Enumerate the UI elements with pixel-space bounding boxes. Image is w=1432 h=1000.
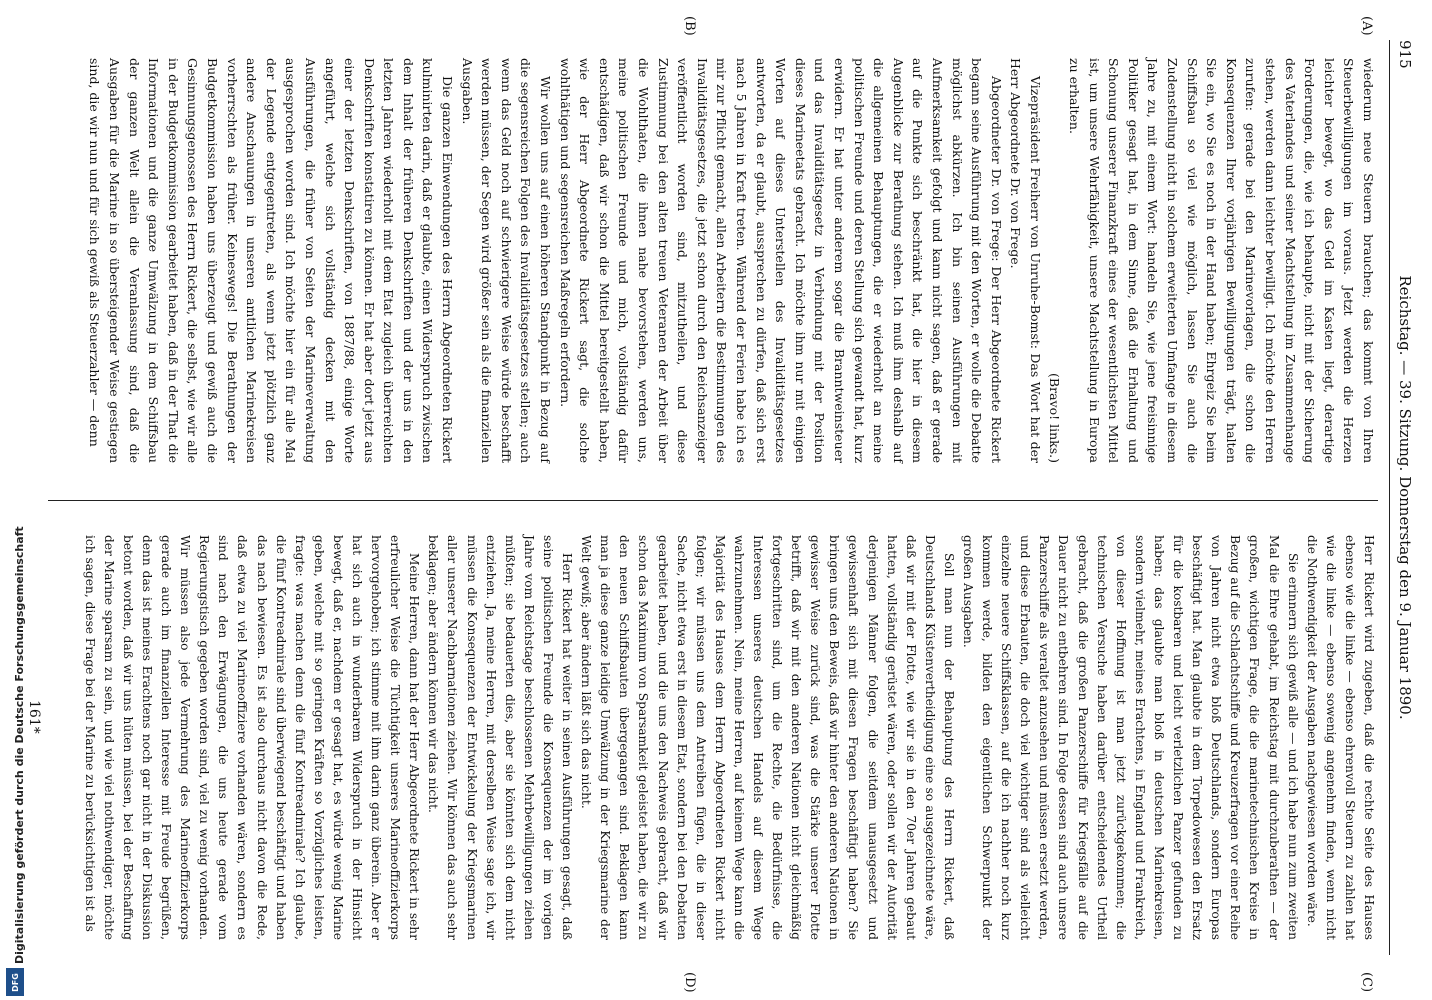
paragraph: Soll man nun der Behauptung des Herrn Rickert, daß Deutschlands Küstenvertheidigung eine so ausgezeichnete wäre, daß wir mit der Flotte, wie wir sie in den 70er Jahren gebaut hatten, vollständig gerüstet wären, oder sollen wir der Autorität derjenigen Männer folgen, die seitdem unausgesetzt und gewissenhaft sich mit diesen Fragen beschäftigt haben? Sie bringen uns den Beweis, daß wir hinter den anderen Nationen in gewisser Weise zurück sind, was die Stärke unserer Flotte betrifft, daß wir mit den anderen Nationen nicht gleichmäßig fortgeschritten sind, um die Rechte, die Bedürfnisse, die Interessen unseres deutschen Handels auf diesem Wege wahrzunehmen. Nein, meine Herren, auf keinem Wege kann die Majorität des Hauses dem Herrn Abgeordneten Rickert nicht folgen; wir müssen uns dem Antreiben fügen, die in dieser Sache, nicht etwa erst in diesem Etat, sondern bei den Debatten gearbeitet haben, und die uns den Nachweis gebracht, daß wir schon das Maximum von Sparsamkeit geleistet haben, die wir zu den neuen Schiffsbauten übergegangen sind. Beklagen kann man ja diese ganze leidige Umwälzung in der Kriegsmarine der Welt gewiß; aber ändern läßt sich das nicht. xyxy=(579,535,956,940)
paragraph: wiederum neue Steuern brauchen; das kommt von Ihren Steuerbewilligungen im voraus. Jetzt werden die Herzen leichter bewegt, wo das Geld im Kasten liegt, derartige Forderungen, die, wie ich behaupte, nicht mit der Sicherung des Vaterlandes und seiner Machtstellung im Zusammenhange stehen, werden dann leichter bewilligt. Ich möchte den Herren zurufen: gerade bei den Marinevorlagen, die schon die Konsequenzen Ihrer vorjährigen Bewilligungen trägt, halten Sie ein, wo Sie es noch in der Hand haben; Ehrgeiz Sie beim Schiffsbau so viel wie möglich, lassen Sie auch die Zudenstellung nicht in solchem erweiterten Umfange in diesem Jahre zu, mit einem Wort: handeln Sie, wie jene freisinnige Politiker gesagt hat, in dem Sinne, daß die Erhaltung und Schonung unserer Finanzkraft eines der wesentlichsten Mittel ist, um unsere Wehrfähigkeit, unsere Machtstellung in Europa zu erhalten. xyxy=(1067,58,1376,463)
signature-mark: 161* xyxy=(26,700,42,734)
paragraph: Die ganzen Einwendungen des Herrn Abgeordneten Rickert kulminirten darin, daß er glaubte, einen Widerspruch zwischen dem Inhalt der früheren Denkschriften und der uns in den letzten Jahren wiederholt mit dem Etat zugleich überreichten Denkschriften konstatiren zu können. Er hat aber dort jetzt aus einer der letzten Denkschriften, von 1887/88, einige Worte angeführt, welche sich vollständig decken mit den Ausführungen, die früher von Seiten der Marineverwaltung ausgesprochen worden sind. Ich möchte hier ein für alle Mal der Legende entgegentreten, als wenn jetzt plötzlich ganz andere Anschauungen in unseren amtlichen Marinekreisen vorherrschten als früher. Keineswegs! Die Berathungen der Budgetkommission haben uns überzeugt und gewiß auch die Gesinnungsgenossen des Herrn Rickert, die selbst, wie wir alle in der Budgetkommission gearbeitet haben, daß in der That die Informationen und die ganze Umwälzung in dem Schiffsbau der ganzen Welt allein die Veranlassung sind, daß die Ausgaben für die Marine in so übersteigender Weise gestiegen sind, die wir nun und für sich gewiß als Steuerzahler — denn xyxy=(87,58,456,463)
dfg-logo-text: DFG xyxy=(10,972,20,992)
right-column xyxy=(80,535,1378,940)
margin-marker-c: (C) xyxy=(1359,972,1374,993)
paragraph: Herr Rickert wird zugeben, daß die rechte Seite des Hauses ebenso wie die linke — ebenso ehrenvoll Steuern zu zahlen hat wie die linke — ebenso sowenig angenehm finden, wenn nicht die Nothwendigkeit der Ausgaben nachgewiesen worden wäre. xyxy=(1304,535,1376,940)
paragraph: Herr Rickert hat weiter in seinen Ausführungen gesagt, daß seine politischen Freunde die Konsequenzen der im vorigen Jahre vom Reichstage beschlossenen Mehrbewilligungen ziehen müßten; sie bedauerten dies, aber sie könnten sich dem nicht entziehen. Ja, meine Herren, mit derselben Weise sage ich, wir müssen die Konsequenzen der Entwickelung der Kriegsmarinen aller unserer Nachbarnationen ziehen. Wir können das auch sehr beklagen; aber ändern können wir das nicht. xyxy=(426,535,575,940)
header-rule xyxy=(1389,40,1390,955)
margin-marker-b: (B) xyxy=(682,16,697,36)
digitization-footer xyxy=(0,0,30,1000)
left-column xyxy=(85,58,1378,463)
president-remark: Vizepräsident Freiherr von Unruhe-Bomst: Das Wort hat der Herr Abgeordnete Dr. von Frege. xyxy=(1008,58,1043,463)
page-number: 915 xyxy=(1396,40,1414,69)
column-divider xyxy=(48,500,1378,501)
paragraph: Sie erinnern sich gewiß alle — und ich habe nun zum zweiten Mal die Ehre gehabt, im Reichstag mit durchzuberathen — der großen, wichtigen Frage, die die marinetechnischen Kreise in Bezug auf die Schlachtschiffe und Kreuzerfragen vor einer Reihe von Jahren nicht etwa bloß Deutschlands, sondern Europas beschäftigt hat. Man glaubte in dem Torpedowesen den Ersatz für die kostbaren und leicht verletzlichen Panzer gefunden zu haben; das glaubte man bloß in deutschen Marinekreisen, sondern vielmehr, meines Erachtens, in England und Frankreich, von dieser Hoffnung ist man jetzt zurückgekommen; die technischen Versuche haben darüber entscheidendes Urtheil gebracht, daß die großen Panzerschiffe für Kriegsfälle auf die Dauer nicht zu entbehren sind. In Folge dessen sind auch unsere Panzerschiffe als veraltet anzusehen und müssen ersetzt werden, und diese Erbauten, die doch viel wichtiger sind als vielleicht einzelne neuere Schiffsklassen, auf die ich nachher noch kurz kommen werde, bilden den eigentlichen Schwerpunkt der großen Ausgaben. xyxy=(961,535,1300,940)
speaker-intro: Abgeordneter Dr. von Frege: Der Herr Abgeordnete Rickert begann seine Ausführung mit den Worten, er wolle die Debatte möglichst abkürzen. Ich bin seinen Ausführungen mit Aufmerksamkeit gefolgt und kann nicht sagen, daß er gerade auf die Punkte sich beschränkt hat, die hier in diesem Augenblicke zur Berathung stehen. Ich muß ihm deshalb auf die allgemeinen Behauptungen, die er wiederholt an meine politischen Freunde und deren Stellung sich gewandt hat, kurz erwidern. Er hat unter anderem sogar die Branntweinsteuer und das Invaliditätsgesetz in Verbindung mit der Position dieses Marineetats gebracht. Ich möchte ihm nur mit einigen Worten auf dieses Unterstellen des Invaliditätsgesetzes antworten, da er glaubt, aussprechen zu dürfen, daß sich erst nach 5 Jahren in Kraft treten. Während der Ferien habe ich es mir zur Pflicht gemacht, allen Arbeitern die Bestimmungen des Invaliditätsgesetzes, die jetzt schon durch den Reichsanzeiger veröffentlicht worden sind, mitzutheilen, und diese Zustimmung bei den alten treuen Veteranen der Arbeit über die Wohlthaten, die ihnen nahe bevorstehen, werden uns, meine politischen Freunde und mich, vollständig dafür entschädigen, daß wir schon die Mittel bereitgestellt haben, wie der Herr Abgeordnete Rickert sagt, die solche wohlthätigen und segensreichen Maßregeln erfordern. xyxy=(557,58,1004,463)
applause-note: (Bravo! links.) xyxy=(1047,373,1063,463)
paragraph: Meine Herren, dann hat der Herr Abgeordnete Rickert in sehr erfreulicher Weise die Tüchtigkeit unseres Marineoffizierkorps hervorgehoben; ich stimme mit ihm darin ganz überein. Aber er hat sich auch in wunderbarem Widerspruch in der Hinsicht bewegt, daß er, nachdem er gesagt hat, es würde wenig Marine geben, welche mit so geringen Kräften so Vorzügliches leisten, fragte: was machen denn die fünf Kontreadmirale? Ich glaube, die fünf Kontreadmirale sind überwiegend beschäftigt und haben das nach bewiesen. Es ist also durchaus nicht davon die Rede, daß etwa zu viel Marineoffiziere vorhanden wären, sondern es sind nach den Erwägungen, die uns heute gerade vom Regierungstisch gegeben worden sind, viel zu wenig vorhanden. Wir müssen also jede Vermehrung des Marineoffizierkorps gerade auch im finanziellen Interesse mit Freude begrüßen, denn das ist meines Erachtens noch gar nicht in der Diskussion betont worden, daß wir uns hüten müssen, bei der Beschaffung der Marine sparsam zu sein, und wie viel nothwendiger, möchte ich sagen, diese Frage bei der Marine zu berücksichtigen ist als xyxy=(82,535,422,940)
digitization-credit: Digitalisierung gefördert durch die Deutsche Forschungsgemeinschaft xyxy=(13,526,26,964)
margin-marker-a: (A) xyxy=(1359,16,1374,36)
page-header xyxy=(1392,40,1418,955)
margin-marker-d: (D) xyxy=(682,972,697,993)
running-title: Reichstag. — 39. Sitzung. Donnerstag den 9. Januar 1890. xyxy=(1396,275,1414,720)
paragraph: Wir wollen uns auf einen höheren Standpunkt in Bezug auf die segensreichen Folgen des Invaliditätsgesetzes stellen; auch wenn das Geld noch auf schwierigere Weise würde beschafft werden müssen, der Segen wird größer sein als die finanziellen Ausgaben. xyxy=(459,58,554,463)
dfg-logo-icon xyxy=(6,968,24,996)
